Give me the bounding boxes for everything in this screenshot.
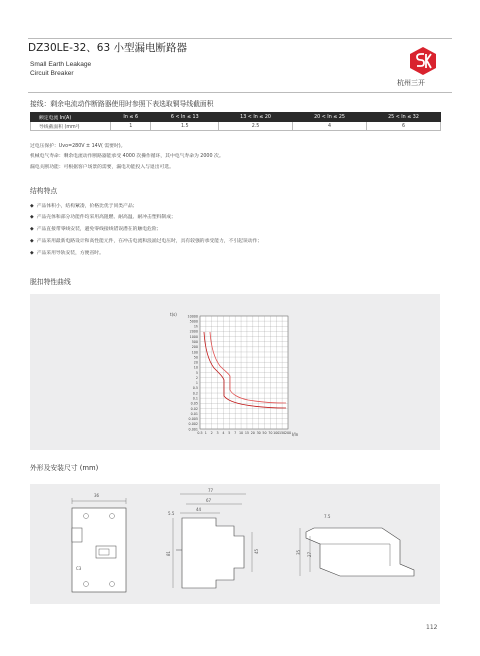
- y-tick-label: 2: [195, 375, 198, 380]
- x-tick-label: 10: [238, 431, 244, 435]
- y-tick-label: 20: [193, 360, 198, 365]
- table-cell: 2.5: [219, 122, 293, 131]
- table-row: [31, 122, 441, 131]
- dim-height-total: 81: [166, 550, 171, 556]
- dim-rail-top: 7.5: [324, 514, 331, 519]
- front-label-c3: C3: [76, 566, 82, 571]
- table-header-row: [31, 113, 441, 122]
- product-title: DZ30LE-32、63 小型漏电断路器: [28, 42, 187, 54]
- table-cell: 1: [111, 122, 151, 131]
- y-tick-label: 1000: [189, 334, 198, 339]
- dim-height-inner: 45: [254, 548, 259, 554]
- y-tick-label: 10: [193, 365, 198, 370]
- x-axis-label: I/In: [292, 432, 299, 437]
- y-tick-label: 500: [191, 339, 198, 344]
- dim-width: 36: [94, 493, 100, 498]
- y-tick-label: 0.001: [188, 427, 198, 432]
- dimension-drawings: [30, 484, 440, 604]
- trip-curve-chart: [30, 294, 440, 450]
- diamond-bullet-icon: ◆: [30, 251, 34, 256]
- table-header-cell: In ≤ 6: [111, 113, 151, 122]
- table-header-cell: 20 < In ≤ 25: [293, 113, 367, 122]
- y-tick-label: 0.005: [188, 417, 198, 422]
- y-tick-label: 100: [191, 350, 198, 355]
- x-tick-label: 0.5: [197, 431, 203, 435]
- y-axis-label: t(s): [170, 312, 177, 317]
- y-tick-label: 5000: [189, 319, 198, 324]
- dim-rail-h2: 27: [307, 551, 312, 557]
- trip-curve-panel: [30, 294, 440, 450]
- y-tick-label: 1: [195, 381, 198, 386]
- dimensions-heading: 外形及安装尺寸 (mm): [30, 464, 99, 472]
- table-cell: 4: [293, 122, 367, 131]
- x-tick-label: 30: [256, 431, 261, 435]
- x-tick-label: 150: [278, 431, 286, 435]
- din-rail-view: [296, 514, 414, 576]
- diamond-bullet-icon: ◆: [30, 239, 34, 244]
- product-subtitle-line1: Small Earth Leakage: [30, 61, 92, 68]
- wiring-heading: 接线：剩余电流动作断路器使用时参照下表选取铜导线截面积: [30, 100, 214, 108]
- feature-item: [30, 202, 137, 209]
- x-tick-label: 4: [222, 431, 225, 435]
- y-tick-label: 0.01: [190, 411, 198, 416]
- x-tick-label: 15: [244, 431, 250, 435]
- features-heading: 结构特点: [30, 187, 58, 195]
- feature-item: [30, 249, 104, 256]
- feature-text: 产品采用导轨安装，方便省时。: [36, 251, 104, 256]
- table-header-cell: 6 < In ≤ 13: [151, 113, 219, 122]
- diamond-bullet-icon: ◆: [30, 215, 34, 220]
- dim-rail-h1: 35: [296, 549, 301, 555]
- x-tick-label: 200: [284, 431, 292, 435]
- feature-text: 产品壳体和部分功能件均采用高阻燃、耐高温、耐冲击塑料制成；: [36, 215, 176, 220]
- y-tick-label: 1h: [193, 324, 198, 329]
- table-header-cell: 25 < In ≤ 32: [367, 113, 441, 122]
- y-tick-label: 50: [193, 355, 198, 360]
- feature-item: [30, 237, 262, 244]
- curve-heading: 脱扣特性曲线: [30, 278, 71, 286]
- y-tick-label: 0.2: [192, 391, 198, 396]
- dim-step: 5.5: [168, 511, 175, 516]
- table-cell: 6: [367, 122, 441, 131]
- diamond-bullet-icon: ◆: [30, 204, 34, 209]
- front-view: [72, 493, 126, 592]
- table-header-cell: 13 < In ≤ 20: [219, 113, 293, 122]
- x-tick-label: 3: [216, 431, 219, 435]
- brand-name: 杭州三开: [397, 79, 425, 87]
- x-tick-label: 20: [250, 431, 255, 435]
- table-header-cell: 额定电流 In(A): [31, 113, 111, 122]
- side-view: [166, 488, 259, 588]
- wire-size-table: [30, 112, 441, 131]
- x-tick-label: 7: [234, 431, 237, 435]
- diamond-bullet-icon: ◆: [30, 227, 34, 232]
- y-tick-label: 10000: [187, 314, 198, 319]
- table-cell: 1.5: [151, 122, 219, 131]
- x-tick-label: 70: [268, 431, 273, 435]
- note-overvoltage: 过电压保护：Uvo=280V ± 14V( 需要时)。: [30, 144, 126, 149]
- y-tick-label: 0.5: [192, 386, 198, 391]
- note-life: 机械电气寿命：剩余电流动作断路器能承受 4000 次操作循环，其中电气寿命为 2000 次。: [30, 154, 224, 159]
- y-tick-label: 2000: [189, 329, 198, 334]
- dimension-drawings-panel: [30, 484, 440, 604]
- note-leakage: 漏电关断功能：可根据客户场景的需要，漏电功能投入与退出可选。: [30, 165, 174, 170]
- x-tick-label: 50: [262, 431, 267, 435]
- y-tick-label: 0.02: [190, 406, 198, 411]
- dim-depth-total: 77: [208, 488, 214, 493]
- x-tick-label: 2: [210, 431, 213, 435]
- x-tick-label: 100: [273, 431, 280, 435]
- x-tick-label: 1: [204, 431, 207, 435]
- header-bottom-rule: [28, 92, 452, 93]
- page-number: 112: [426, 624, 438, 631]
- dim-depth-mid: 67: [206, 498, 212, 503]
- y-tick-label: 0.1: [192, 396, 198, 401]
- y-tick-label: 0.002: [188, 422, 198, 427]
- brand-logo: [408, 46, 438, 76]
- page-header: [0, 0, 480, 90]
- y-tick-label: 5: [195, 370, 198, 375]
- x-tick-label: 5: [228, 431, 231, 435]
- y-tick-label: 0.05: [190, 401, 198, 406]
- dim-depth-inner: 44: [196, 507, 202, 512]
- header-top-rule: [28, 38, 452, 39]
- feature-text: 产品采用最新电路设计和高性能元件，在冲击电流和浪涌过电压时，具有较强的承受能力，不引起误动作；: [36, 239, 263, 244]
- y-tick-label: 200: [191, 345, 198, 350]
- table-row-label: 导线截面积 (mm²): [31, 122, 111, 131]
- feature-text: 产品直接带零线安装，避免零线接线错误潜在的触电危险；: [36, 227, 162, 232]
- feature-item: [30, 213, 176, 220]
- product-subtitle-line2: Circuit Breaker: [30, 70, 74, 77]
- feature-text: 产品体积小，结构紧凑，价格比优于同类产品；: [36, 204, 138, 209]
- feature-item: [30, 225, 161, 232]
